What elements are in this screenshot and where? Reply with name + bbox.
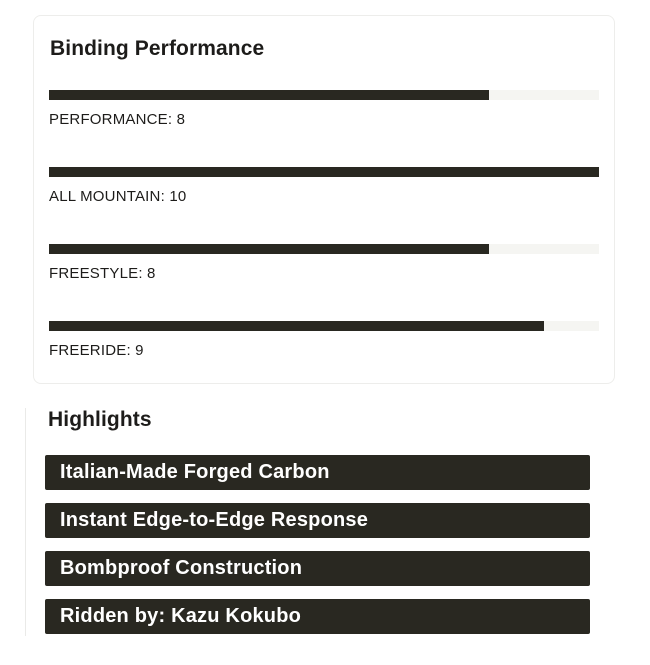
rating-row-performance <box>49 90 599 128</box>
rating-row-freeride <box>49 321 599 359</box>
rating-label: ALL MOUNTAIN: 10 <box>49 188 187 205</box>
rating-row-all-mountain <box>49 167 599 205</box>
rating-bar-fill <box>49 244 489 254</box>
highlight-item-label: Italian-Made Forged Carbon <box>60 461 330 483</box>
highlight-item <box>45 503 590 538</box>
rating-label: FREERIDE: 9 <box>49 342 144 359</box>
rating-bar-fill <box>49 321 544 331</box>
rating-bar-track <box>49 90 599 100</box>
rating-row-freestyle <box>49 244 599 282</box>
highlight-item <box>45 551 590 586</box>
rating-bar-track <box>49 244 599 254</box>
highlight-item-label: Instant Edge-to-Edge Response <box>60 509 369 531</box>
rating-label: FREESTYLE: 8 <box>49 265 156 282</box>
highlight-item <box>45 599 590 634</box>
highlights-section <box>25 408 650 636</box>
highlight-item-label: Ridden by: Kazu Kokubo <box>60 605 302 627</box>
highlight-item-label: Bombproof Construction <box>60 557 303 579</box>
binding-performance-title: Binding Performance <box>50 37 265 60</box>
rating-label: PERFORMANCE: 8 <box>49 111 186 128</box>
rating-bar-fill <box>49 167 599 177</box>
rating-bar-track <box>49 321 599 331</box>
highlight-item <box>45 455 590 490</box>
highlights-title: Highlights <box>48 408 152 431</box>
rating-bar-fill <box>49 90 489 100</box>
binding-performance-card <box>33 15 615 384</box>
rating-bar-track <box>49 167 599 177</box>
